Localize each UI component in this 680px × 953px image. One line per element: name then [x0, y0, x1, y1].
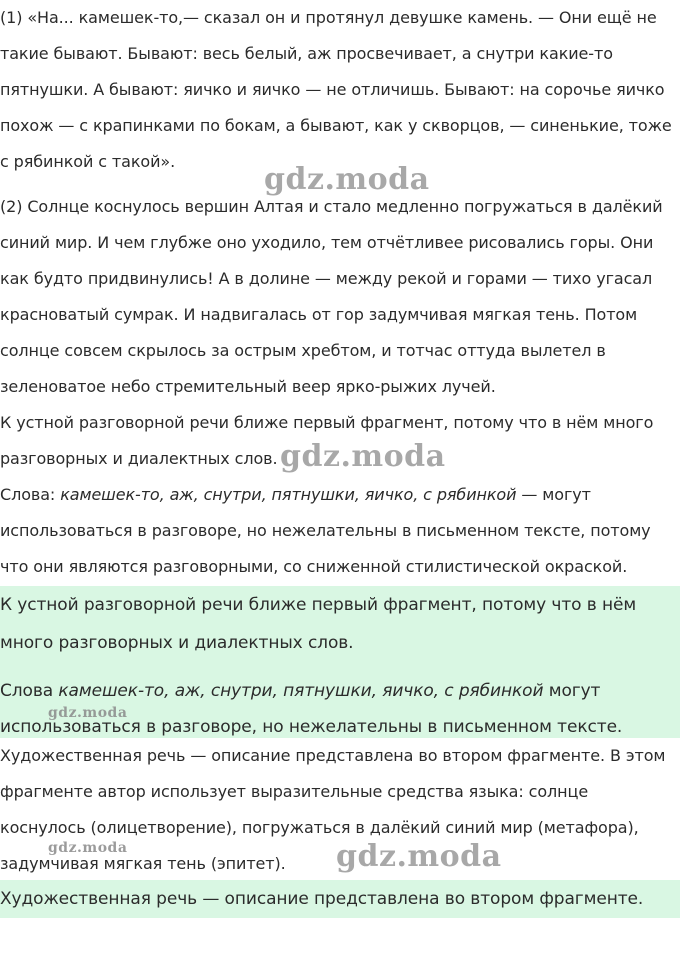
highlight1-line: много разговорных и диалектных слов.	[0, 633, 354, 653]
fragment1-line: (1) «На... камешек-то,— сказал он и протянул девушке камень. — Они ещё не	[0, 8, 657, 27]
fragment2-line: солнце совсем скрылось за острым хребтом, и тотчас оттуда вылетел в	[0, 341, 606, 360]
watermark: gdz.moda	[264, 162, 430, 197]
answer2-line: фрагменте автор использует выразительные средства языка: солнце	[0, 782, 589, 801]
highlight-block-2	[0, 880, 680, 918]
highlight1-words-line	[0, 680, 600, 702]
fragment1-line: пятнушки. А бывают: яичко и яичко — не отличишь. Бывают: на сорочье яичко	[0, 80, 665, 99]
highlight1-line: использоваться в разговоре, но нежелательны в письменном тексте.	[0, 717, 623, 737]
fragment2-line: красноватый сумрак. И надвигалась от гор задумчивая мягкая тень. Потом	[0, 305, 638, 324]
highlight1-words-italic: камешек-то, аж, снутри, пятнушки, яичко, с рябинкой	[58, 681, 544, 701]
answer2-line: коснулось (олицетворение), погружаться в далёкий синий мир (метафора),	[0, 818, 639, 837]
highlight2-line: Художественная речь — описание представлена во втором фрагменте.	[0, 889, 644, 909]
answer2-line: Художественная речь — описание представлена во втором фрагменте. В этом	[0, 746, 666, 765]
highlight1-words-suffix: могут	[543, 681, 601, 701]
fragment2-line: как будто придвинулись! А в долине — между рекой и горами — тихо угасал	[0, 269, 653, 288]
words-line	[0, 484, 591, 506]
watermark: gdz.moda	[48, 705, 128, 721]
watermark: gdz.moda	[336, 839, 502, 874]
words-line: использоваться в разговоре, но нежелательны в письменном тексте, потому	[0, 521, 651, 540]
highlight1-words-prefix: Слова	[0, 681, 59, 701]
answer2-line: задумчивая мягкая тень (эпитет).	[0, 854, 286, 873]
fragment1-line: такие бывают. Бывают: весь белый, аж просвечивает, а снутри какие-то	[0, 44, 613, 63]
words-line: что они являются разговорными, со сниженной стилистической окраской.	[0, 557, 628, 576]
words-suffix: — могут	[516, 485, 591, 504]
words-italic: камешек-то, аж, снутри, пятнушки, яичко, с рябинкой	[60, 485, 517, 504]
fragment2-line: синий мир. И чем глубже оно уходило, тем отчётливее рисовались горы. Они	[0, 233, 654, 252]
fragment1-line: похож — с крапинками по бокам, а бывают, как у скворцов, — синенькие, тоже	[0, 116, 672, 135]
words-prefix: Слова:	[0, 485, 61, 504]
answer1-line: разговорных и диалектных слов.	[0, 449, 278, 468]
fragment2-line: зеленоватое небо стремительный веер ярко-рыжих лучей.	[0, 377, 496, 396]
watermark: gdz.moda	[48, 840, 128, 856]
fragment1-line: с рябинкой с такой».	[0, 152, 176, 171]
highlight1-line: К устной разговорной речи ближе первый фрагмент, потому что в нём	[0, 595, 637, 615]
watermark: gdz.moda	[280, 439, 446, 474]
answer1-line: К устной разговорной речи ближе первый фрагмент, потому что в нём много	[0, 413, 654, 432]
fragment2-line: (2) Солнце коснулось вершин Алтая и стало медленно погружаться в далёкий	[0, 197, 663, 216]
